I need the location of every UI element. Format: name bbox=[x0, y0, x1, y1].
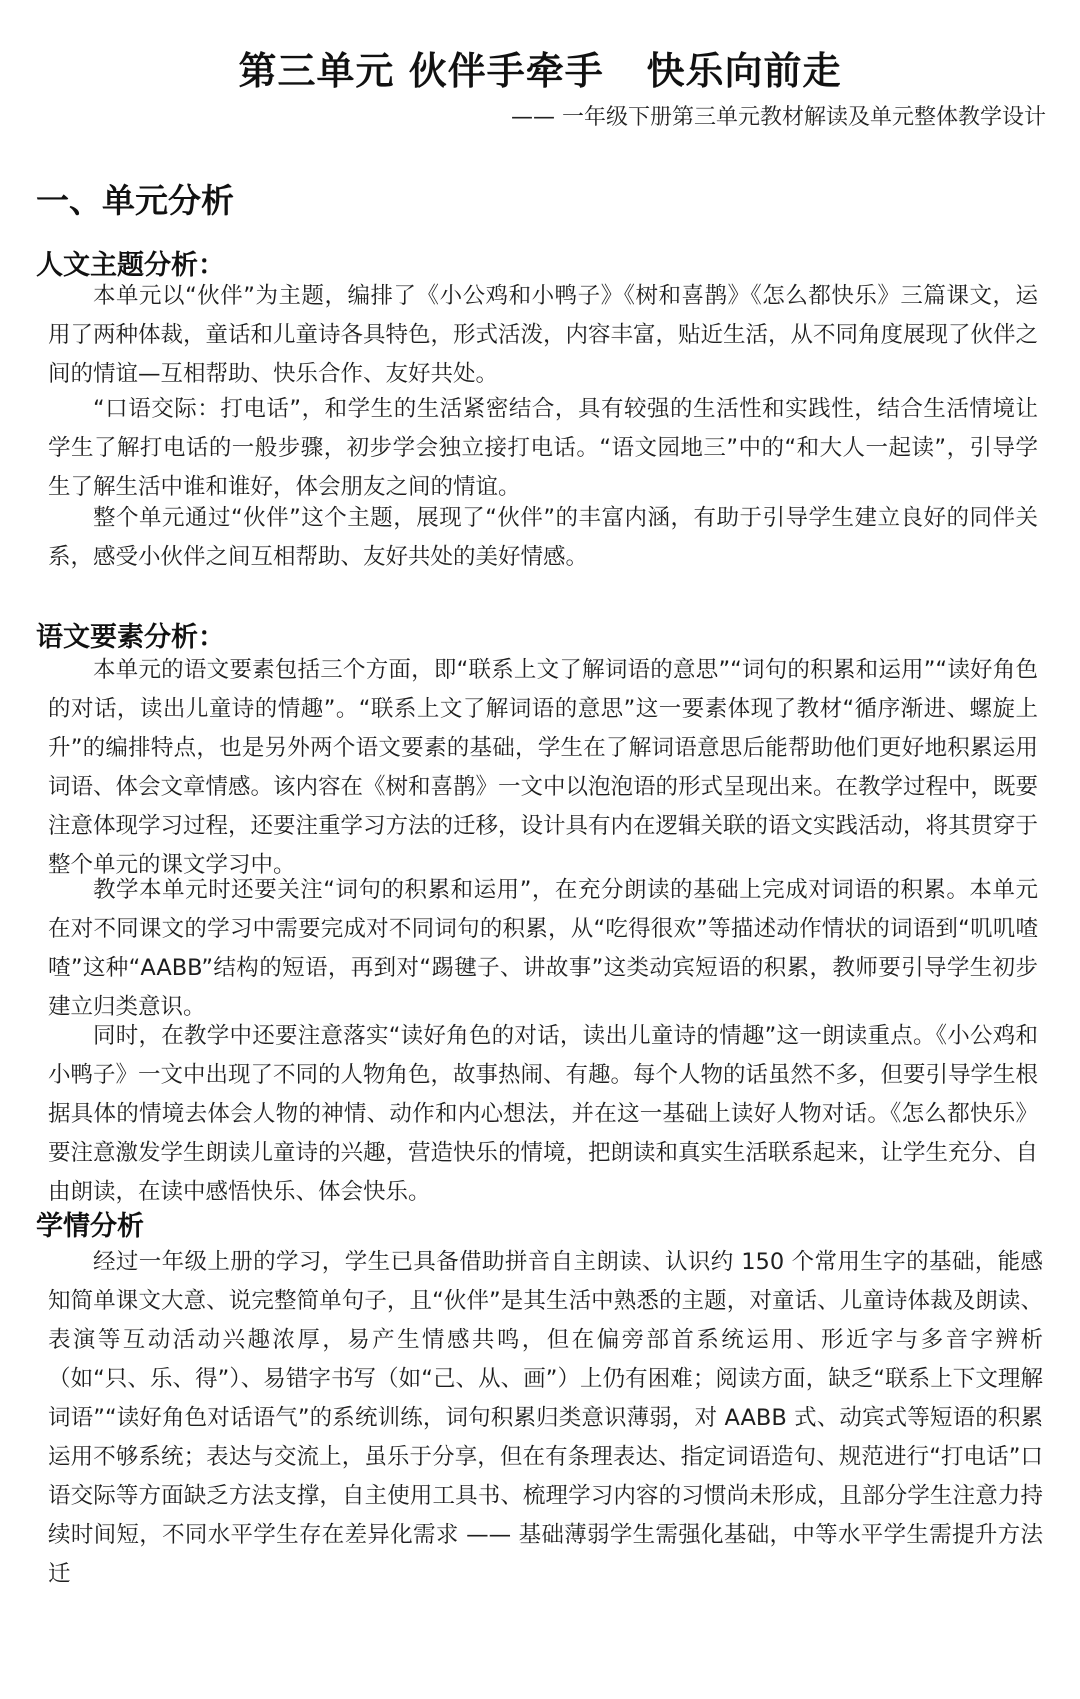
heading-language-elements: 语文要素分析： bbox=[36, 622, 225, 653]
heading-humanities-theme: 人文主题分析： bbox=[36, 250, 225, 281]
humanities-paragraph-2: “口语交际：打电话”，和学生的生活紧密结合，具有较强的生活性和实践性，结合生活情境让学生了解打电话的一般步骤，初步学会独立接打电话。“语文园地三”中的“和大人一起读”，引导学生了解生活中谁和谁好，体会朋友之间的情谊。 bbox=[48, 396, 1038, 500]
language-paragraph-3: 同时，在教学中还要注意落实“读好角色的对话，读出儿童诗的情趣”这一朗读重点。《小公鸡和小鸭子》一文中出现了不同的人物角色，故事热闹、有趣。每个人物的话虽然不多，但要引导学生根据具体的情境去体会人物的神情、动作和内心想法，并在这一基础上读好人物对话。《怎么都快乐》要注意激发学生朗读儿童诗的兴趣，营造快乐的情境，把朗读和真实生活联系起来，让学生充分、自由朗读，在读中感悟快乐、体会快乐。 bbox=[48, 1023, 1039, 1205]
document-title: 第三单元 伙伴手牵手 快乐向前走 bbox=[238, 49, 842, 93]
document-subtitle: —— 一年级下册第三单元教材解读及单元整体教学设计 bbox=[511, 105, 1046, 130]
section-heading-unit-analysis: 一、单元分析 bbox=[36, 181, 234, 220]
learner-paragraph-1: 经过一年级上册的学习，学生已具备借助拼音自主朗读、认识约 150 个常用生字的基础，能感知简单课文大意、说完整简单句子，且“伙伴”是其生活中熟悉的主题，对童话、儿童诗体裁及朗读、表演等互动活动兴趣浓厚，易产生情感共鸣，但在偏旁部首系统运用、形近字与多音字辨析（如“只、乐、得”）、易错字书写（如“己、从、画”）上仍有困难；阅读方面，缺乏“联系上下文理解词语”“读好角色对话语气”的系统训练，词句积累归类意识薄弱，对 AABB 式、动宾式等短语的积累运用不够系统；表达与交流上，虽乐于分享，但在有条理表达、指定词语造句、规范进行“打电话”口语交际等方面缺乏方法支撑，自主使用工具书、梳理学习内容的习惯尚未形成，且部分学生注意力持续时间短，不同水平学生存在差异化需求 —— 基础薄弱学生需强化基础，中等水平学生需提升方法迁 bbox=[48, 1249, 1043, 1587]
language-paragraph-1: 本单元的语文要素包括三个方面，即“联系上文了解词语的意思”“词句的积累和运用”“读好角色的对话，读出儿童诗的情趣”。“联系上文了解词语的意思”这一要素体现了教材“循序渐进、螺旋上升”的编排特点，也是另外两个语文要素的基础，学生在了解词语意思后能帮助他们更好地积累运用词语、体会文章情感。该内容在《树和喜鹊》一文中以泡泡语的形式呈现出来。在教学过程中，既要注意体现学习过程，还要注重学习方法的迁移，设计具有内在逻辑关联的语文实践活动，将其贯穿于整个单元的课文学习中。 bbox=[48, 657, 1039, 878]
heading-learner-analysis: 学情分析 bbox=[36, 1211, 144, 1242]
humanities-paragraph-1: 本单元以“伙伴”为主题，编排了《小公鸡和小鸭子》《树和喜鹊》《怎么都快乐》三篇课文，运用了两种体裁，童话和儿童诗各具特色，形式活泼，内容丰富，贴近生活，从不同角度展现了伙伴之间的情谊—互相帮助、快乐合作、友好共处。 bbox=[48, 283, 1039, 387]
humanities-paragraph-3: 整个单元通过“伙伴”这个主题，展现了“伙伴”的丰富内涵，有助于引导学生建立良好的同伴关系，感受小伙伴之间互相帮助、友好共处的美好情感。 bbox=[48, 505, 1038, 570]
language-paragraph-2: 教学本单元时还要关注“词句的积累和运用”，在充分朗读的基础上完成对词语的积累。本单元在对不同课文的学习中需要完成对不同词句的积累，从“吃得很欢”等描述动作情状的词语到“叽叽喳喳”这种“AABB”结构的短语，再到对“踢毽子、讲故事”这类动宾短语的积累，教师要引导学生初步建立归类意识。 bbox=[48, 877, 1038, 1020]
